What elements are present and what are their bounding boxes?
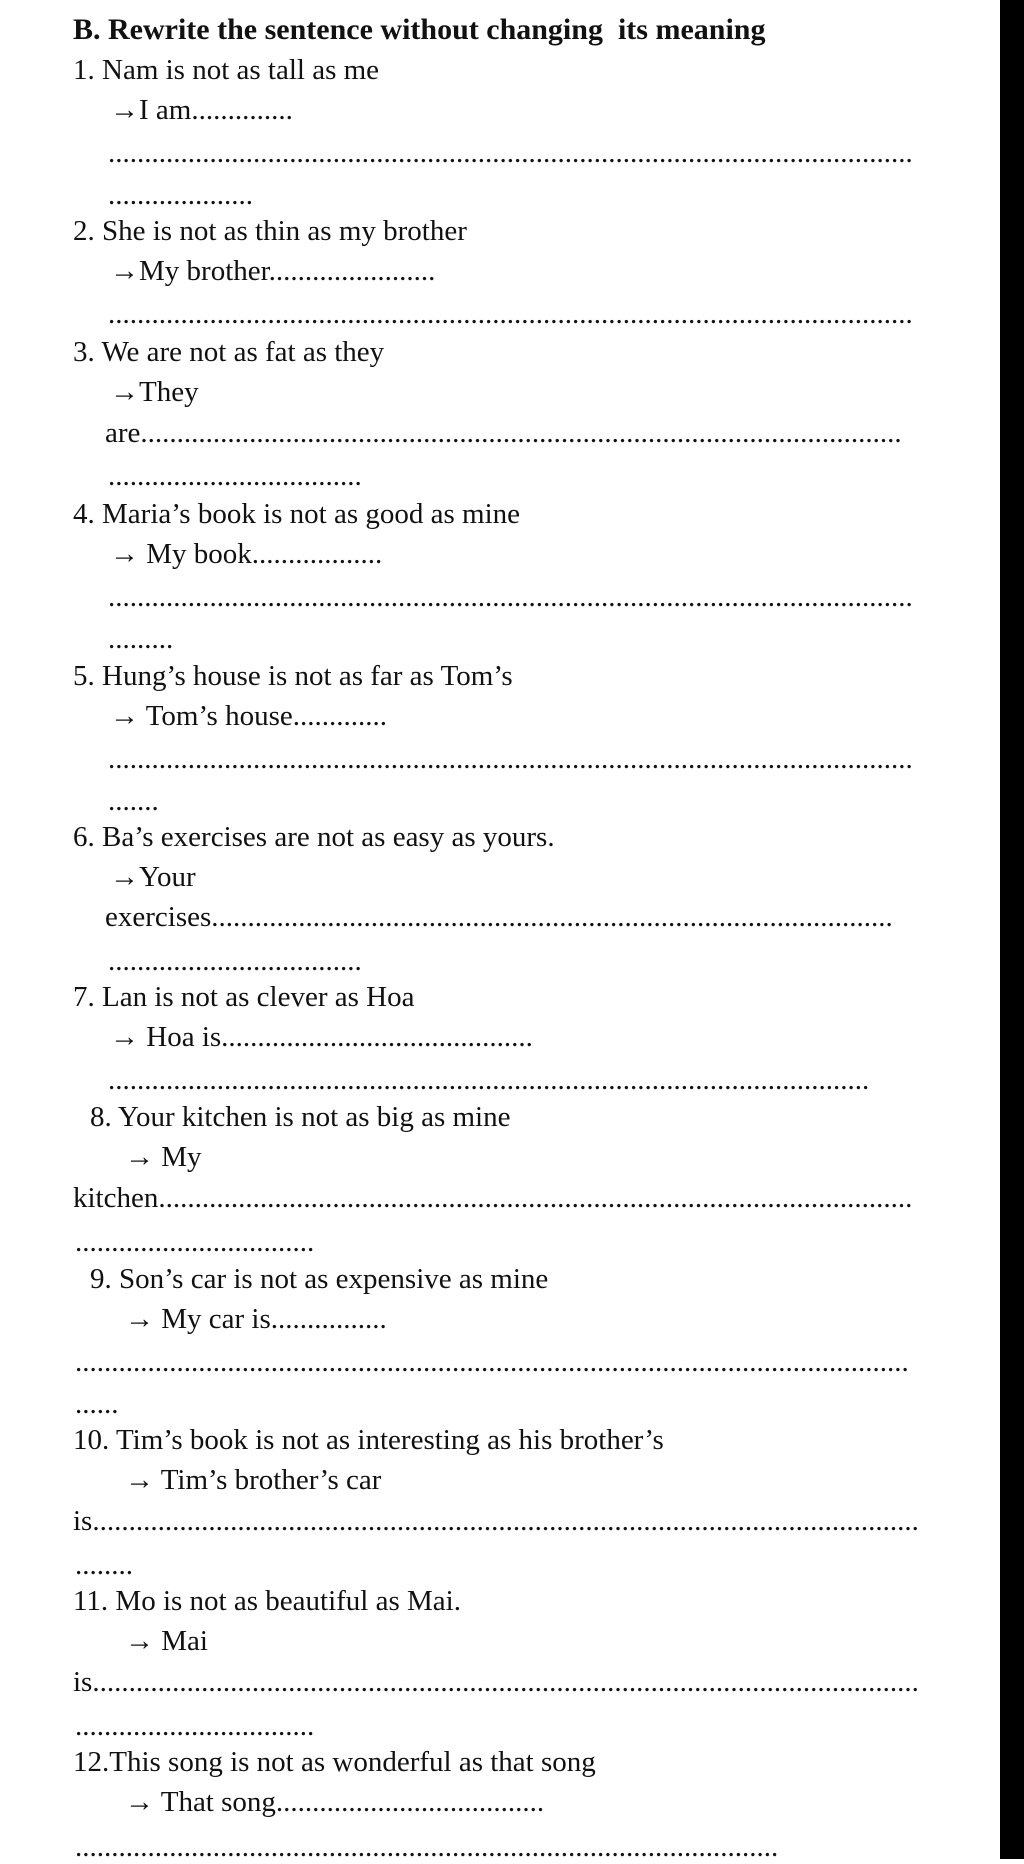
answer-blank-line: ................................. (75, 1710, 315, 1742)
answer-blank-line: ................................. (75, 1226, 315, 1258)
exercise-sentence: 2. She is not as thin as my brother (73, 215, 467, 247)
page-edge-border (1000, 0, 1024, 1859)
answer-blank-line: ............................................................................................................... (108, 581, 913, 613)
answer-line: is.................................................................................................................. (73, 1666, 919, 1698)
answer-blank-line: ................................... (108, 460, 362, 492)
answer-blank-line: ....... (108, 785, 159, 817)
rewrite-prompt: → Tim’s brother’s car (125, 1464, 382, 1496)
exercise-sentence: 7. Lan is not as clever as Hoa (73, 981, 415, 1013)
exercise-sentence: 3. We are not as fat as they (73, 336, 385, 368)
exercise-sentence: 6. Ba’s exercises are not as easy as yours. (73, 821, 555, 853)
answer-blank-line: ............................................................................................................... (108, 298, 913, 330)
answer-blank-line: ......................................................................................................... (108, 1064, 870, 1096)
rewrite-prompt: → Mai (125, 1625, 208, 1657)
answer-blank-line: ........ (75, 1549, 133, 1581)
answer-line: are......................................................................................................... (105, 417, 902, 449)
answer-line: is.................................................................................................................. (73, 1505, 919, 1537)
answer-blank-line: ............................................................................................................... (108, 743, 913, 775)
rewrite-prompt: → Tom’s house............. (110, 700, 387, 732)
exercise-sentence: 9. Son’s car is not as expensive as mine (90, 1263, 549, 1295)
exercise-sentence: 10. Tim’s book is not as interesting as his brother’s (73, 1424, 664, 1456)
exercise-sentence: 8. Your kitchen is not as big as mine (90, 1101, 511, 1133)
answer-blank-line: ................................................................................................. (75, 1831, 779, 1863)
rewrite-prompt: → My (125, 1141, 202, 1173)
rewrite-prompt: → My car is................ (125, 1303, 387, 1335)
answer-line: kitchen........................................................................................................ (73, 1182, 913, 1214)
answer-blank-line: .................... (108, 179, 253, 211)
rewrite-prompt: →They (110, 376, 199, 408)
answer-blank-line: ...... (75, 1388, 119, 1420)
answer-blank-line: ................................................................................................................... (75, 1346, 909, 1378)
rewrite-prompt: → Hoa is........................................... (110, 1021, 533, 1053)
exercise-sentence: 4. Maria’s book is not as good as mine (73, 498, 521, 530)
rewrite-prompt: → My book.................. (110, 538, 383, 570)
rewrite-prompt: →Your (110, 861, 196, 893)
rewrite-prompt: →I am.............. (110, 94, 293, 126)
rewrite-prompt: → That song..................................... (125, 1786, 545, 1818)
exercise-sentence: 11. Mo is not as beautiful as Mai. (73, 1585, 461, 1617)
exercise-sentence: 1. Nam is not as tall as me (73, 54, 380, 86)
exercise-sentence: 12.This song is not as wonderful as that song (73, 1746, 596, 1778)
section-heading: B. Rewrite the sentence without changing its meaning (73, 13, 766, 46)
exercise-sentence: 5. Hung’s house is not as far as Tom’s (73, 660, 513, 692)
answer-blank-line: ............................................................................................................... (108, 137, 913, 169)
answer-blank-line: ................................... (108, 945, 362, 977)
answer-blank-line: ......... (108, 623, 174, 655)
answer-line: exercises.............................................................................................. (105, 901, 893, 933)
rewrite-prompt: →My brother....................... (110, 255, 436, 287)
